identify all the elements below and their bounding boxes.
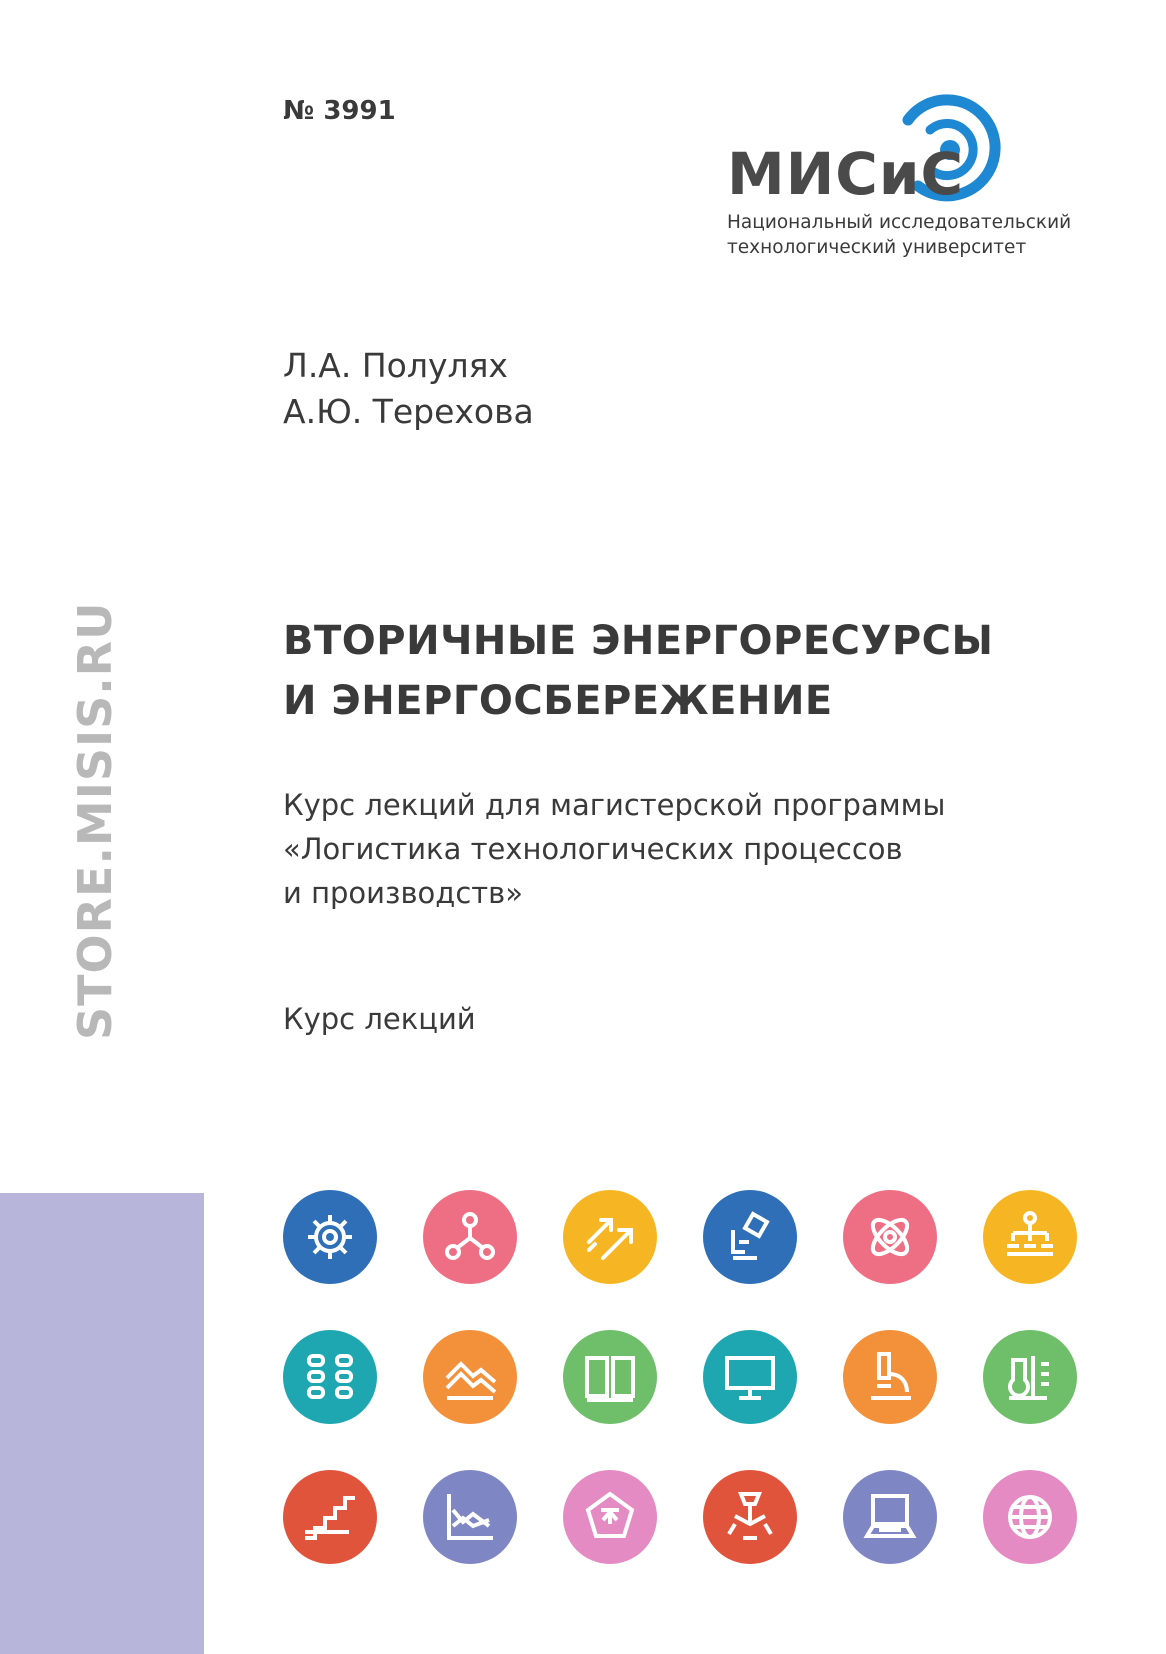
atom-icon [843, 1190, 937, 1284]
laptop-icon [843, 1470, 937, 1564]
publisher-logo-word: МИСиС [727, 140, 965, 208]
arrows-icon [563, 1190, 657, 1284]
microscope-icon [843, 1330, 937, 1424]
chart-icon [423, 1470, 517, 1564]
author-1: Л.А. Полулях [283, 346, 508, 385]
author-2: А.Ю. Терехова [283, 392, 534, 431]
book-icon [563, 1330, 657, 1424]
publisher-name-line2: технологический университет [727, 237, 1027, 258]
globe-icon [983, 1470, 1077, 1564]
pentagon-icon [563, 1470, 657, 1564]
microscope-lab-icon [703, 1190, 797, 1284]
book-title-line1: ВТОРИЧНЫЕ ЭНЕРГОРЕСУРСЫ [283, 618, 994, 664]
stairs-icon [283, 1470, 377, 1564]
grid-icon [283, 1330, 377, 1424]
subtitle-line3: и производств» [283, 876, 524, 910]
publication-kind: Курс лекций [283, 1002, 476, 1036]
store-url-vertical: STORE.MISIS.RU [68, 601, 122, 1040]
publisher-name-line1: Национальный исследовательский [727, 212, 1072, 233]
hierarchy-icon [983, 1190, 1077, 1284]
mountains-icon [423, 1330, 517, 1424]
flask-icon [983, 1330, 1077, 1424]
monitor-icon [703, 1330, 797, 1424]
side-color-band [0, 1193, 204, 1654]
molecule-icon [423, 1190, 517, 1284]
series-number: № 3991 [283, 96, 396, 126]
gear-icon [283, 1190, 377, 1284]
book-title-line2: И ЭНЕРГОСБЕРЕЖЕНИЕ [283, 678, 833, 724]
robot-arm-icon [703, 1470, 797, 1564]
gear-icon-bg [283, 1190, 377, 1284]
subtitle-line2: «Логистика технологических процессов [283, 832, 903, 866]
subtitle-line1: Курс лекций для магистерской программы [283, 788, 946, 822]
